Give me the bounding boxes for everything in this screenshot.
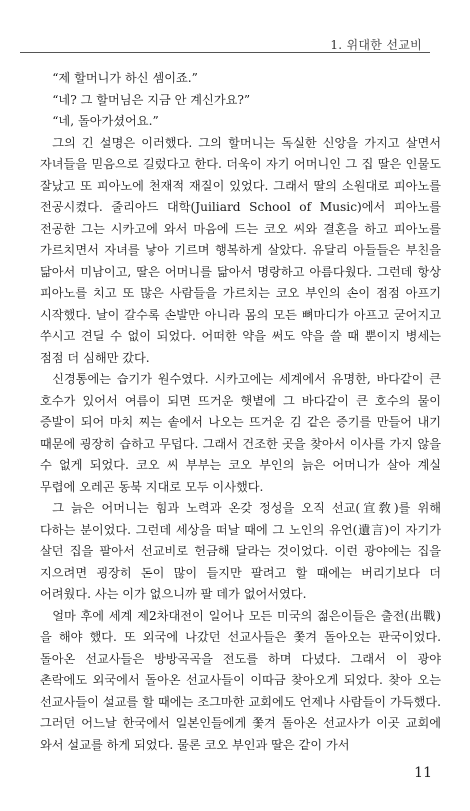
page-number: 11 (414, 765, 432, 781)
paragraph: “네? 그 할머님은 지금 안 계신가요?” (52, 92, 251, 107)
paragraph: 얼마 후에 세계 제2차대전이 일어나 모든 미국의 젊은이들은 출전(出戰)을 해야 했다. 또 외국에 나갔던 선교사들은 쫓겨 돌아오는 판국이었다. 돌아온 선교사들은 방방곡곡을 전도를 하며 다녔다. 그래서 이 광야 촌락에도 외국에서 돌아온 선교사들이 이따금 찾아오게 되었다. 찾아 오는 선교사들이 설교를 할 때에는 조그마한 교회에도 언제나 사람들이 가득했다. 그러던 어느날 한국에서 일본인들에게 쫓겨 돌아온 선교사가 이곳 교회에 와서 설교를 하게 되었다. 물론 코오 부인과 딸은 같이 가서 (40, 608, 441, 752)
paragraph: 신경통에는 습기가 원수였다. 시카고에는 세계에서 유명한, 바다같이 큰 호수가 있어서 여름이 되면 뜨거운 햇볕에 그 바다같이 큰 호수의 물이 증발이 되어 마치 찌는 솥에서 나오는 뜨거운 김 같은 증기를 만들어 내기 때문에 굉장히 습하고 무덥다. 그래서 건조한 곳을 찾아서 이사를 가지 않을 수 없게 되었다. 코오 씨 부부는 코오 부인의 늙은 어머니가 살아 계실 무렵에 오레곤 동북 지대로 모두 이사했다. (40, 372, 441, 494)
paragraph: 그 늙은 어머니는 힘과 노력과 온갖 정성을 오직 선교(宣敎)를 위해 다하는 분이었다. 그런데 세상을 떠날 때에 그 노인의 유언(遺言)이 자기가 살던 집을 팔아서 선교비로 헌금해 달라는 것이었다. 이런 광야에는 집을 지으려면 굉장히 돈이 많이 들지만 팔려고 할 때에는 버리기보다 더 어려웠다. 사는 이가 없으니까 팔 데가 없어서였다. (40, 501, 441, 601)
paragraph: 그의 긴 설명은 이러했다. 그의 할머니는 독실한 신앙을 가지고 살면서 자녀들을 믿음으로 길렀다고 한다. 더욱이 자기 어머니인 그 집 딸은 인물도 잘났고 또 피아노에 천재적 재질이 있었다. 그래서 딸의 소원대로 피아노를 전공시켰다. 줄리아드 대학(Juiliard School of Music)에서 피아노를 전공한 그는 시카고에 와서 마음에 드는 코오 씨와 결혼을 하고 피아노를 가르치면서 자녀를 낳아 기르며 행복하게 살았다. 유달리 아들들은 부친을 닮아서 미남이고, 딸은 어머니를 닮아서 명랑하고 아름다웠다. 그런데 항상 피아노를 치고 또 많은 사람들을 가르치는 코오 부인의 손이 점점 아프기 시작했다. 날이 갈수록 손발만 아니라 몸의 모든 뼈마디가 아프고 굳어지고 쑤시고 견딜 수 없이 되었다. 어떠한 약을 써도 약을 쓸 때 뿐이지 병세는 점점 더 심해만 갔다. (40, 135, 441, 365)
paragraph: “네, 돌아가셨어요.” (52, 114, 159, 128)
header-rule (20, 52, 430, 53)
paragraph: “제 할머니가 하신 셈이죠.” (52, 71, 198, 85)
body-text (40, 68, 441, 756)
running-head: 1. 위대한 선교비 (330, 38, 422, 52)
